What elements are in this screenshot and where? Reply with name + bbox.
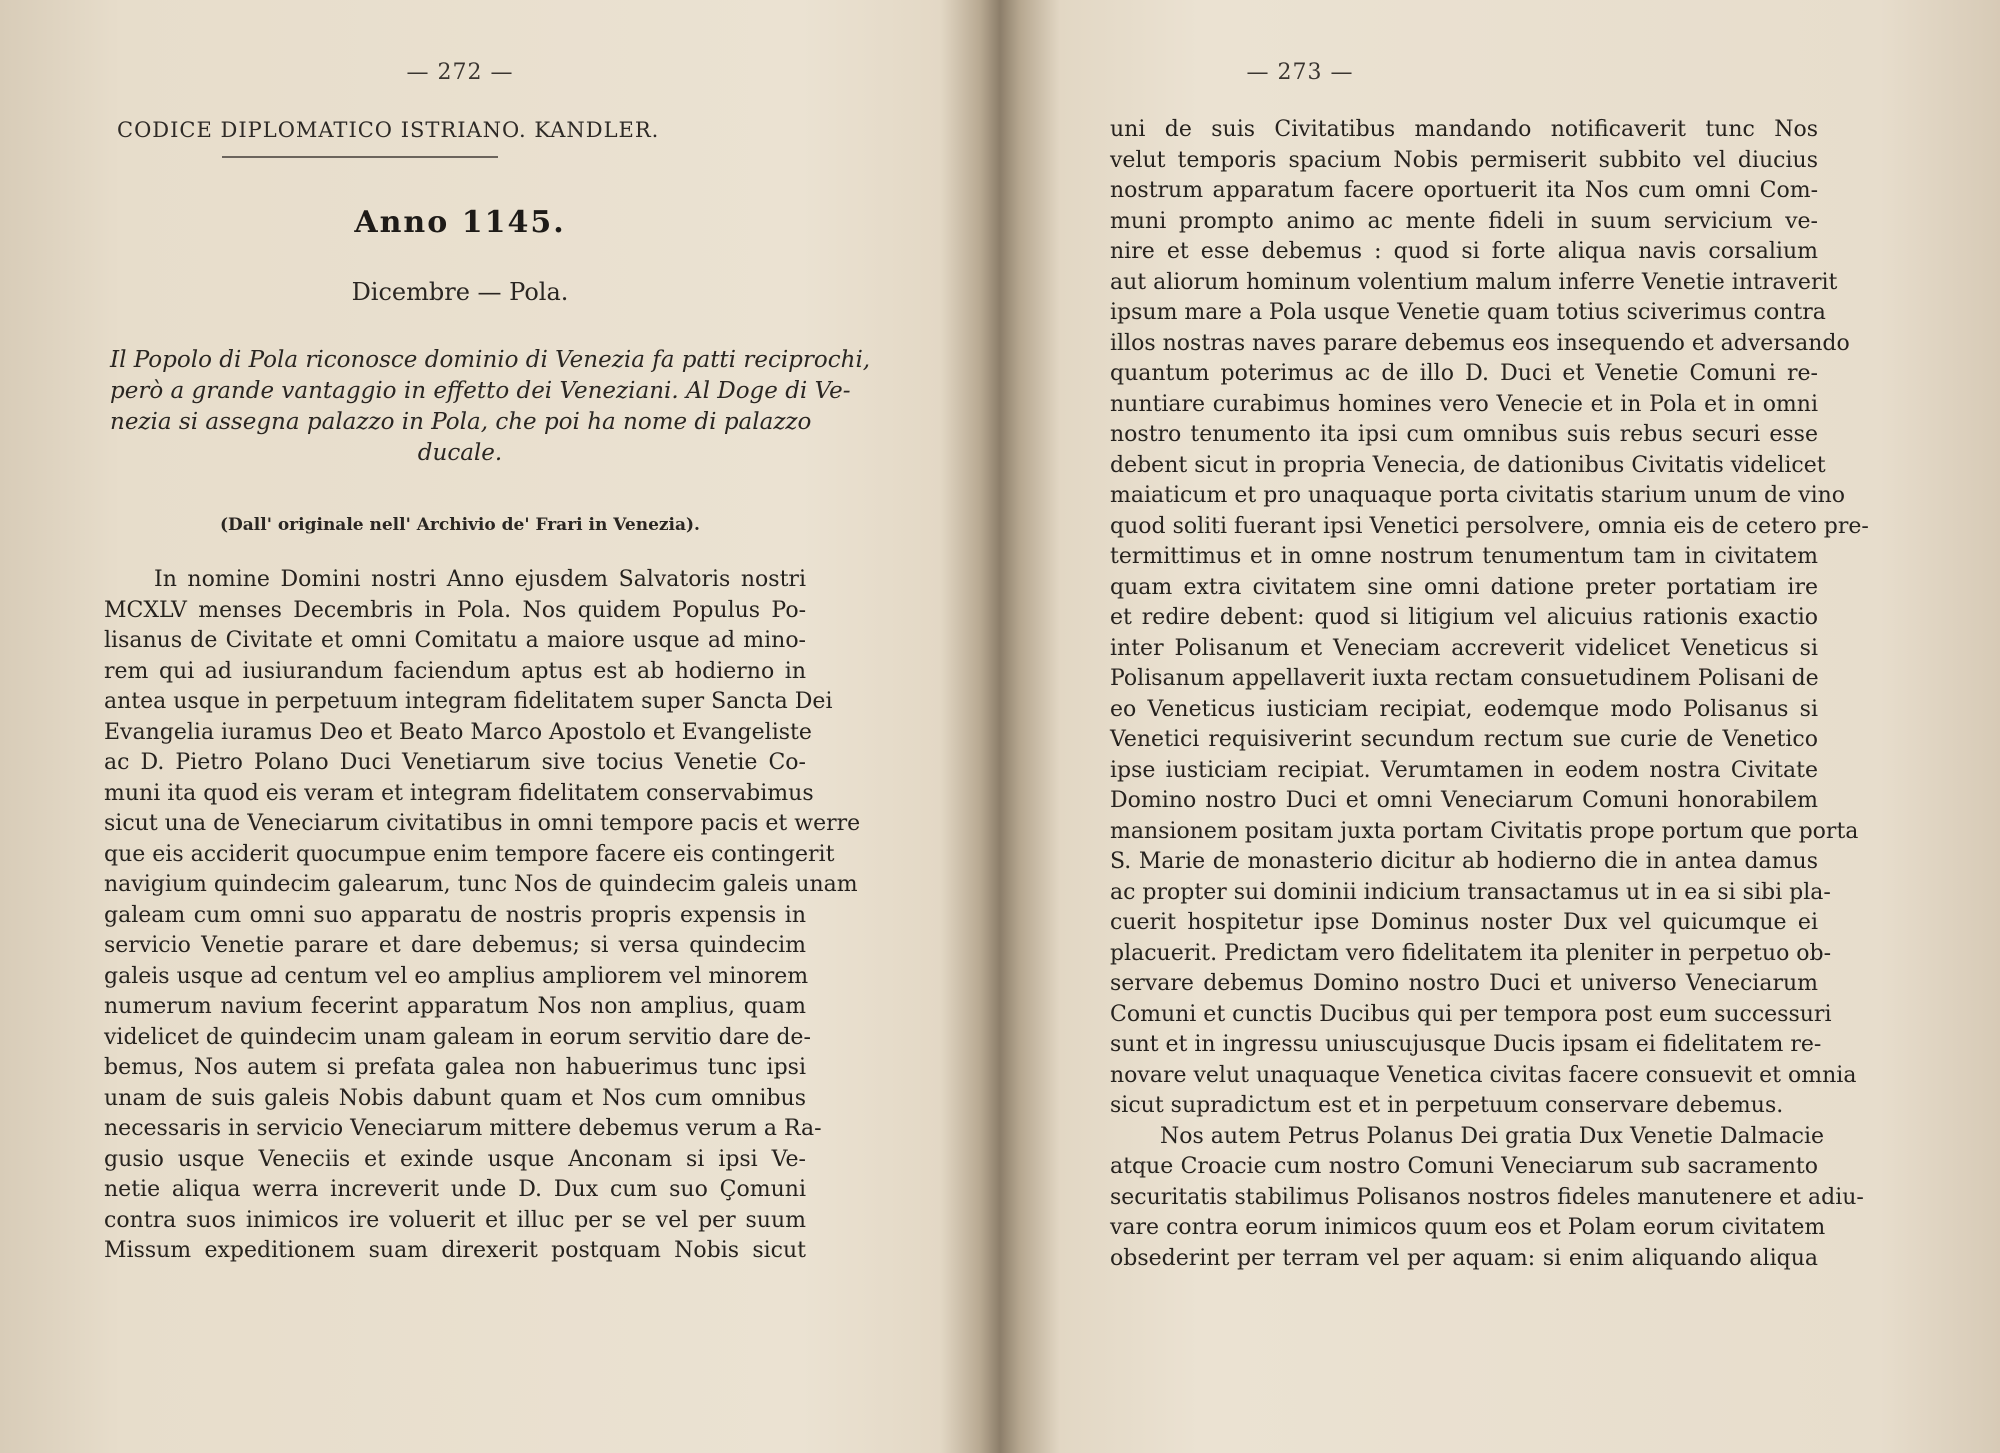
text-line: quod soliti fuerant ipsi Venetici persolvere, omnia eis de cetero pre- [1110,513,1869,539]
regest-line: però a grande vantaggio in effetto dei Veneziani. Al Doge di Ve- [110,378,851,404]
text-line: atque Croacie cum nostro Comuni Veneciarum sub sacramento [1110,1154,1818,1179]
text-line: novare velut unaquaque Venetica civitas facere consuevit et omnia [1110,1062,1857,1088]
text-line: sicut supradictum est et in perpetuum conservare debemus. [1110,1093,1784,1118]
text-line: galeis usque ad centum vel eo amplius ampliorem vel minorem [104,963,809,989]
document-body [1110,115,1869,1274]
running-head: CODICE DIPLOMATICO ISTRIANO. KANDLER. [117,118,660,142]
text-line: gusio usque Veneciis et exinde usque Anconam si ipsi Ve- [104,1146,806,1172]
text-line: nostro tenumento ita ipsi cum omnibus suis rebus securi esse [1110,422,1818,447]
text-line: unam de suis galeis Nobis dabunt quam et Nos cum omnibus [104,1085,806,1111]
document-body [104,565,861,1267]
page-number: — 272 — [406,60,514,85]
text-line: securitatis stabilimus Polisanos nostros fideles manutenere et adiu- [1110,1184,1864,1210]
text-line: Domino nostro Duci et omni Veneciarum Comuni honorabilem [1110,788,1818,813]
right-page [1010,0,2000,1453]
text-line: mansionem positam juxta portam Civitatis prope portum que porta [1110,818,1859,844]
text-line: sunt et in ingressu uniuscujusque Ducis ipsam ei fidelitatem re- [1110,1032,1822,1057]
text-line: illos nostras naves parare debemus eos insequendo et adversando [1110,330,1850,356]
text-line: nostrum apparatum facere oportuerit ita Nos cum omni Com- [1110,178,1818,203]
text-line: navigium quindecim galearum, tunc Nos de quindecim galeis unam [104,872,858,897]
text-line: S. Marie de monasterio dicitur ab hodierno die in antea damus [1110,849,1818,874]
text-line: termittimus et in omne nostrum tenumentum tam in civitatem [1110,544,1818,569]
text-line: ipse iusticiam recipiat. Verumtamen in eodem nostra Civitate [1110,757,1818,783]
text-line: vare contra eorum inimicos quum eos et Polam eorum civitatem [1110,1215,1826,1240]
text-line: sicut una de Veneciarum civitatibus in omni tempore pacis et werre [104,811,861,836]
text-line: debent sicut in propria Venecia, de dationibus Civitatis videlicet [1110,452,1826,478]
text-line: servare debemus Domino nostro Duci et universo Veneciarum [1110,971,1818,996]
text-line: quam extra civitatem sine omni datione preter portatiam ire [1110,574,1818,600]
regest-line: Il Popolo di Pola riconosce dominio di Venezia fa patti reciprochi, [110,347,871,373]
source-note: (Dall' originale nell' Archivio de' Frari in Venezia). [220,515,700,535]
text-line: antea usque in perpetuum integram fidelitatem super Sancta Dei [104,689,833,714]
text-line: bemus, Nos autem si prefata galea non habuerimus tunc ipsi [104,1055,806,1080]
year-heading: Anno 1145. [354,205,566,240]
text-line: necessaris in servicio Veneciarum mittere debemus verum a Ra- [104,1116,822,1141]
text-line: obsederint per terram vel per aquam: si enim aliquando aliqua [1110,1245,1818,1271]
text-line: galeam cum omni suo apparatu de nostris propris expensis in [104,902,806,928]
text-line: contra suos inimicos ire voluerit et illuc per se vel per suum [104,1207,806,1233]
regest-line: ducale. [417,440,503,466]
text-line: videlicet de quindecim unam galeam in eorum servitio dare de- [104,1024,811,1050]
text-line: maiaticum et pro unaquaque porta civitatis starium unum de vino [1110,483,1846,508]
left-page [0,0,990,1453]
regest-line: nezia si assegna palazzo in Pola, che poi ha nome di palazzo [110,409,812,435]
text-line: aut aliorum hominum volentium malum inferre Venetie intraverit [1110,269,1838,295]
text-line: MCXLV menses Decembris in Pola. Nos quidem Populus Po- [104,597,806,623]
page-number: — 273 — [1246,60,1354,85]
text-line: placuerit. Predictam vero fidelitatem ita pleniter in perpetuo ob- [1110,940,1832,966]
text-line: muni prompto animo ac mente fideli in suum servicium ve- [1110,208,1818,234]
text-line: numerum navium fecerint apparatum Nos non amplius, quam [104,994,806,1019]
text-line: Nos autem Petrus Polanus Dei gratia Dux Venetie Dalmacie [1160,1123,1825,1149]
text-line: eo Veneticus iusticiam recipiat, eodemque modo Polisanus si [1110,696,1818,722]
text-line: Venetici requisiverint secundum rectum sue curie de Venetico [1110,727,1818,752]
text-line: cuerit hospitetur ipse Dominus noster Dux vel quicumque ei [1110,910,1818,935]
text-line: nuntiare curabimus homines vero Venecie et in Pola et in omni [1110,391,1818,417]
text-line: quantum poterimus ac de illo D. Duci et Venetie Comuni re- [1110,361,1818,386]
text-line: et redire debent: quod si litigium vel alicuius rationis exactio [1110,605,1818,630]
text-line: ipsum mare a Pola usque Venetie quam totius sciverimus contra [1110,300,1826,325]
header-rule [222,156,498,158]
text-line: ac propter sui dominii indicium transactamus ut in ea si sibi pla- [1110,879,1831,905]
text-line: Polisanum appellaverit iuxta rectam consuetudinem Polisani de [1110,666,1819,691]
text-line: muni ita quod eis veram et integram fidelitatem conservabimus [104,780,814,806]
date-place: Dicembre — Pola. [351,278,569,306]
text-line: nire et esse debemus : quod si forte aliqua navis corsalium [1110,239,1818,264]
text-line: uni de suis Civitatibus mandando notificaverit tunc Nos [1110,117,1818,142]
text-line: que eis acciderit quocumpue enim tempore facere eis contingerit [104,841,835,867]
text-line: lisanus de Civitate et omni Comitatu a maiore usque ad mino- [104,628,806,653]
text-line: inter Polisanum et Veneciam accreverit videlicet Veneticus si [1110,635,1818,661]
text-line: Comuni et cunctis Ducibus qui per tempora post eum successuri [1110,1001,1832,1027]
text-line: servicio Venetie parare et dare debemus; si versa quindecim [104,933,806,958]
text-line: Evangelia iuramus Deo et Beato Marco Apostolo et Evangeliste [104,719,812,745]
text-line: Missum expeditionem suam direxerit postquam Nobis sicut [104,1238,806,1263]
text-line: netie aliqua werra increverit unde D. Dux cum suo Çomuni [104,1177,806,1202]
text-line: ac D. Pietro Polano Duci Venetiarum sive tocius Venetie Co- [104,750,806,775]
text-line: rem qui ad iusiurandum faciendum aptus est ab hodierno in [104,658,806,684]
text-line: velut temporis spacium Nobis permiserit subbito vel diucius [1110,147,1818,173]
text-line: In nomine Domini nostri Anno ejusdem Salvatoris nostri [154,567,806,592]
regest-summary [110,345,871,469]
